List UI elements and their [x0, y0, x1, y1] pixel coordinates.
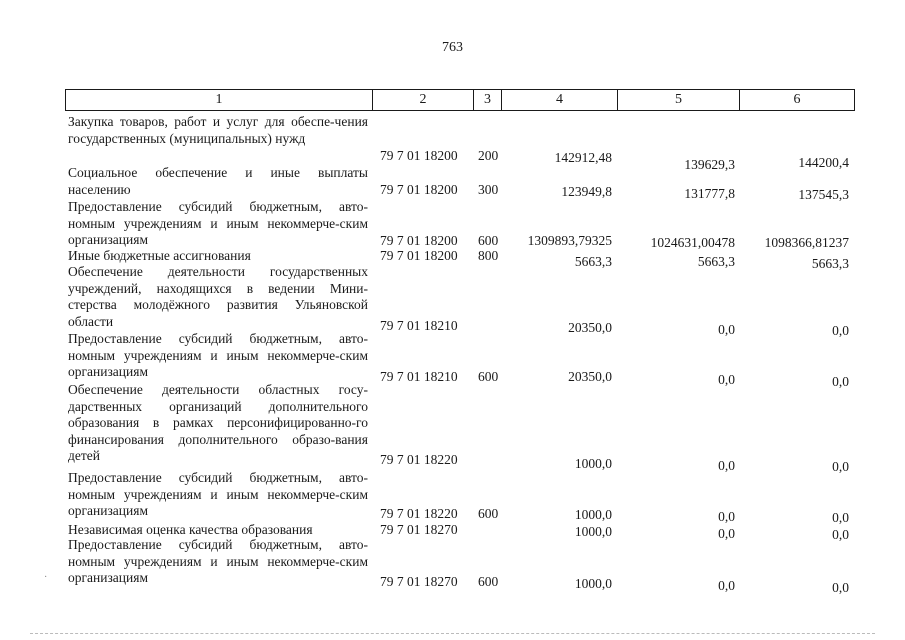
row-value-6: 5663,3 — [811, 256, 849, 271]
row-description: Предоставление субсидий бюджетным, авто-номным учреждениям и иным некоммерче-ским организациям — [68, 470, 368, 518]
row-value-6: 0,0 — [832, 527, 849, 542]
row-expense-type: 600 — [478, 574, 499, 589]
page-number: 763 — [442, 40, 463, 55]
row-description: Обеспечение деятельности государственных учреждений, находящихся в ведении Мини-стерства молодёжного развития Ульяновской области — [68, 264, 368, 329]
column-header-2: 2 — [373, 90, 474, 110]
scan-mark: · — [44, 572, 48, 583]
row-value-6: 0,0 — [832, 323, 849, 338]
row-value-6: 137545,3 — [798, 187, 849, 202]
row-value-4: 5663,3 — [574, 254, 612, 269]
row-value-4: 1309893,79325 — [527, 233, 612, 248]
row-value-5: 5663,3 — [697, 254, 735, 269]
row-code: 79 7 01 18210 — [380, 369, 458, 384]
row-expense-type: 600 — [478, 369, 499, 384]
row-expense-type: 200 — [478, 148, 499, 163]
row-code: 79 7 01 18210 — [380, 318, 458, 333]
row-code: 79 7 01 18200 — [380, 248, 458, 263]
row-value-4: 20350,0 — [568, 320, 612, 335]
row-value-4: 1000,0 — [574, 456, 612, 471]
row-value-5: 139629,3 — [684, 157, 735, 172]
table-header — [65, 89, 855, 111]
row-value-4: 123949,8 — [561, 184, 612, 199]
row-value-4: 20350,0 — [568, 369, 612, 384]
row-value-5: 0,0 — [718, 458, 735, 473]
row-description: Предоставление субсидий бюджетным, авто-номным учреждениям и иным некоммерче-ским организациям — [68, 331, 368, 379]
row-value-6: 0,0 — [832, 580, 849, 595]
row-description: Предоставление субсидий бюджетным, авто-номным учреждениям и иным некоммерче-ским организациям — [68, 537, 368, 585]
row-value-6: 1098366,81237 — [764, 235, 849, 250]
column-header-5: 5 — [618, 90, 740, 110]
row-expense-type: 800 — [478, 248, 499, 263]
row-value-5: 0,0 — [718, 526, 735, 541]
row-code: 79 7 01 18220 — [380, 506, 458, 521]
column-header-6: 6 — [793, 92, 801, 107]
row-value-6: 0,0 — [832, 374, 849, 389]
row-value-5: 0,0 — [718, 578, 735, 593]
row-description: Закупка товаров, работ и услуг для обеспе-чения государственных (муниципальных) нужд — [68, 114, 368, 146]
row-code: 79 7 01 18270 — [380, 522, 458, 537]
row-description: Предоставление субсидий бюджетным, авто-номным учреждениям и иным некоммерче-ским организациям — [68, 199, 368, 247]
row-value-4: 1000,0 — [574, 507, 612, 522]
row-value-5: 0,0 — [718, 372, 735, 387]
row-code: 79 7 01 18220 — [380, 452, 458, 467]
row-code: 79 7 01 18200 — [380, 148, 458, 163]
row-code: 79 7 01 18270 — [380, 574, 458, 589]
row-value-5: 131777,8 — [684, 186, 735, 201]
row-value-5: 0,0 — [718, 322, 735, 337]
row-value-5: 1024631,00478 — [650, 235, 735, 250]
row-expense-type: 300 — [478, 182, 499, 197]
row-value-6: 0,0 — [832, 459, 849, 474]
row-description: Независимая оценка качества образования — [68, 522, 313, 537]
row-expense-type: 600 — [478, 506, 499, 521]
column-header-4: 4 — [502, 90, 618, 110]
row-description: Обеспечение деятельности областных госу-дарственных организаций дополнительного образования в рамках персонифицированно-го финансирования дополнительного образо-вания детей — [68, 382, 368, 463]
column-header-1: 1 — [66, 90, 373, 110]
scan-artifact-line — [30, 633, 875, 635]
row-code: 79 7 01 18200 — [380, 182, 458, 197]
row-expense-type: 600 — [478, 233, 499, 248]
row-value-5: 0,0 — [718, 509, 735, 524]
row-value-6: 0,0 — [832, 510, 849, 525]
row-value-4: 1000,0 — [574, 576, 612, 591]
row-code: 79 7 01 18200 — [380, 233, 458, 248]
row-value-6: 144200,4 — [798, 155, 849, 170]
row-description: Иные бюджетные ассигнования — [68, 248, 251, 263]
row-value-4: 1000,0 — [574, 524, 612, 539]
column-header-3: 3 — [474, 90, 502, 110]
row-description: Социальное обеспечение и иные выплаты населению — [68, 165, 368, 197]
row-value-4: 142912,48 — [554, 150, 612, 165]
